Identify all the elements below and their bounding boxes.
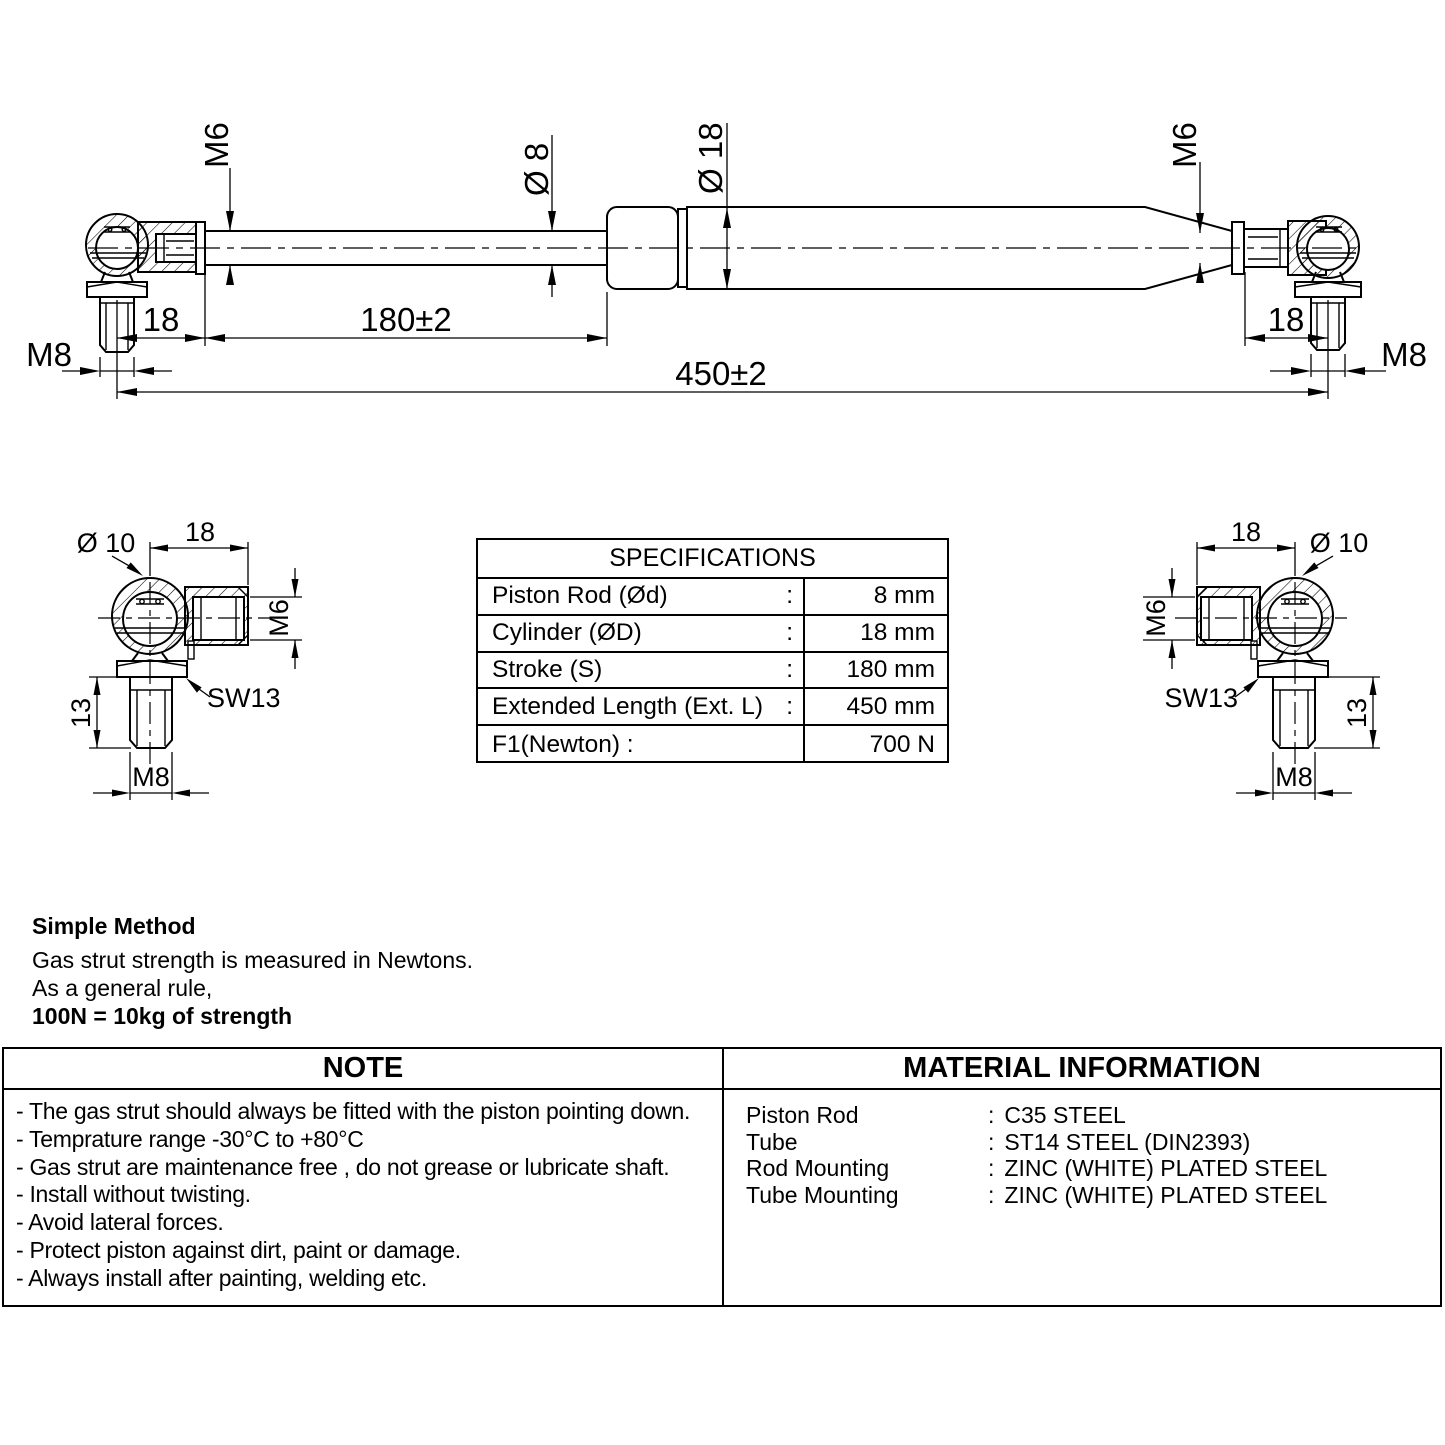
spec-label: Stroke (S) [492, 655, 603, 683]
spec-label: Cylinder (ØD) [492, 619, 642, 647]
dim-label-m8-right: M8 [1381, 336, 1427, 373]
right-detail-label-18: 18 [1230, 517, 1262, 547]
spec-value: 8 mm [873, 582, 935, 610]
right-detail-label-m8: M8 [1275, 762, 1313, 792]
left-ball-stud-detail [112, 578, 248, 748]
material-label: Piston Rod [746, 1102, 859, 1128]
spec-label: Piston Rod (Ød) [492, 582, 668, 610]
left-detail-label-sw13: SW13 [207, 683, 281, 713]
dim-label-dia18: Ø 18 [692, 122, 729, 194]
specifications-table [476, 538, 949, 763]
left-detail-label-13: 13 [66, 697, 96, 729]
material-colon: : [988, 1155, 995, 1181]
simple-method-rule: 100N = 10kg of strength [32, 1003, 293, 1029]
note-item: - Always install after painting, welding etc. [16, 1264, 427, 1291]
right-ball-stud-detail [1197, 578, 1333, 748]
note-item: - Temprature range -30°C to +80°C [16, 1125, 364, 1152]
material-row [746, 1102, 1436, 1129]
dim-label-dia8: Ø 8 [518, 142, 555, 196]
spec-colon: : [786, 655, 793, 683]
simple-method-title: Simple Method [32, 913, 196, 939]
material-value: C35 STEEL [1004, 1102, 1126, 1128]
spec-colon: : [786, 582, 793, 610]
left-detail-label-18: 18 [184, 517, 216, 547]
material-value: ZINC (WHITE) PLATED STEEL [1004, 1181, 1328, 1208]
right-detail-label-dia10: Ø 10 [1309, 528, 1369, 558]
dim-label-18-left: 18 [142, 301, 180, 338]
gas-strut-side-view [86, 207, 1361, 352]
simple-method-section [32, 912, 473, 1030]
simple-method-line: Gas strut strength is measured in Newtons. [32, 947, 474, 973]
specifications-title: SPECIFICATIONS [478, 540, 947, 579]
left-detail-label-dia10: Ø 10 [76, 528, 136, 558]
right-detail-label-m6: M6 [1141, 599, 1171, 637]
material-label: Tube [746, 1128, 798, 1155]
spec-colon: : [786, 619, 793, 647]
dim-label-stroke: 180±2 [360, 301, 452, 338]
spec-value: 450 mm [846, 692, 935, 720]
dim-label-m6-right: M6 [1166, 122, 1203, 168]
material-value: ST14 STEEL (DIN2393) [1004, 1128, 1251, 1155]
right-detail-label-sw13: SW13 [1164, 683, 1238, 713]
material-colon: : [988, 1102, 995, 1128]
left-detail-label-m6: M6 [264, 599, 294, 637]
dim-label-m8-left: M8 [26, 336, 72, 373]
material-colon: : [988, 1128, 995, 1155]
material-label: Rod Mounting [746, 1155, 890, 1181]
note-item: - Avoid lateral forces. [16, 1209, 224, 1236]
spec-label: F1(Newton) : [492, 730, 634, 758]
spec-row-piston-rod [478, 579, 947, 616]
material-column [722, 1049, 1440, 1305]
right-detail-label-13: 13 [1342, 697, 1372, 729]
spec-row-stroke [478, 653, 947, 690]
spec-row-f1 [478, 726, 947, 763]
spec-colon: : [786, 692, 793, 720]
material-row [746, 1155, 1436, 1182]
note-list [4, 1090, 722, 1293]
material-row [746, 1182, 1436, 1209]
dim-label-18-right: 18 [1267, 301, 1305, 338]
note-item: - Protect piston against dirt, paint or damage. [16, 1236, 461, 1263]
left-detail-label-m8: M8 [132, 762, 170, 792]
note-column [4, 1049, 722, 1305]
material-colon: : [988, 1181, 995, 1208]
material-label: Tube Mounting [746, 1181, 899, 1208]
material-title: MATERIAL INFORMATION [724, 1049, 1440, 1090]
spec-row-extended-length [478, 689, 947, 726]
dim-label-extended-length: 450±2 [675, 355, 767, 392]
spec-label: Extended Length (Ext. L) [492, 692, 764, 720]
material-value: ZINC (WHITE) PLATED STEEL [1004, 1155, 1328, 1181]
dim-label-m6-left: M6 [198, 122, 235, 168]
note-item: - Install without twisting. [16, 1181, 251, 1208]
spec-value: 18 mm [860, 619, 935, 647]
note-material-table [2, 1047, 1442, 1307]
note-title: NOTE [4, 1049, 722, 1090]
spec-value: 700 N [869, 730, 935, 758]
note-item: - The gas strut should always be fitted with the piston pointing down. [16, 1098, 691, 1124]
spec-value: 180 mm [846, 655, 935, 683]
material-row [746, 1129, 1436, 1156]
note-item: - Gas strut are maintenance free , do not grease or lubricate shaft. [16, 1153, 670, 1180]
material-list [724, 1090, 1440, 1208]
simple-method-line: As a general rule, [32, 975, 213, 1001]
spec-row-cylinder [478, 616, 947, 653]
